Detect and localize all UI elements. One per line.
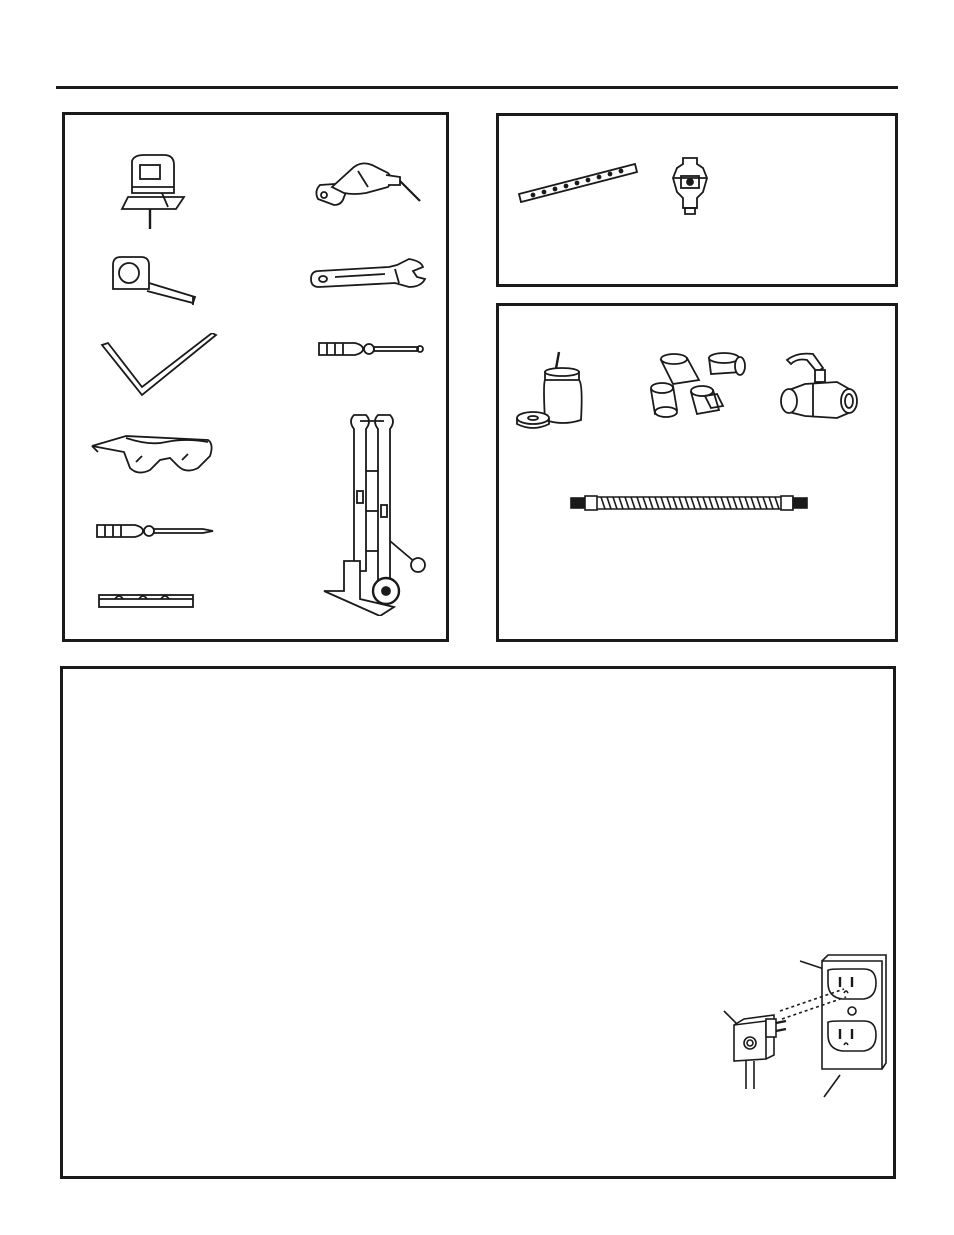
phillips-screwdriver-icon bbox=[93, 519, 218, 543]
carpenter-square-icon bbox=[100, 333, 220, 403]
pipe-joint-compound-icon bbox=[515, 350, 591, 432]
level-icon bbox=[97, 591, 197, 613]
parts-panel bbox=[496, 113, 898, 287]
plug-adapter-icon bbox=[734, 1015, 786, 1089]
nut-driver-icon bbox=[315, 337, 430, 361]
electrical-diagram bbox=[718, 949, 893, 1114]
shutoff-valve-icon bbox=[777, 350, 861, 432]
tools-panel bbox=[62, 112, 449, 642]
anti-tip-bracket-icon bbox=[517, 158, 639, 208]
flexible-gas-connector-icon bbox=[569, 490, 811, 516]
safety-glasses-icon bbox=[90, 430, 215, 485]
electrical-panel bbox=[60, 666, 896, 1179]
grounded-outlet-icon bbox=[822, 955, 886, 1069]
header-rule bbox=[56, 86, 898, 89]
pressure-regulator-icon bbox=[667, 154, 713, 218]
jigsaw-icon bbox=[120, 153, 190, 233]
tape-measure-icon bbox=[107, 253, 207, 308]
materials-panel bbox=[496, 303, 898, 642]
hand-truck-icon bbox=[320, 411, 430, 616]
cordless-drill-icon bbox=[310, 153, 430, 213]
adjustable-wrench-icon bbox=[305, 257, 430, 297]
pipe-fittings-icon bbox=[647, 350, 757, 426]
